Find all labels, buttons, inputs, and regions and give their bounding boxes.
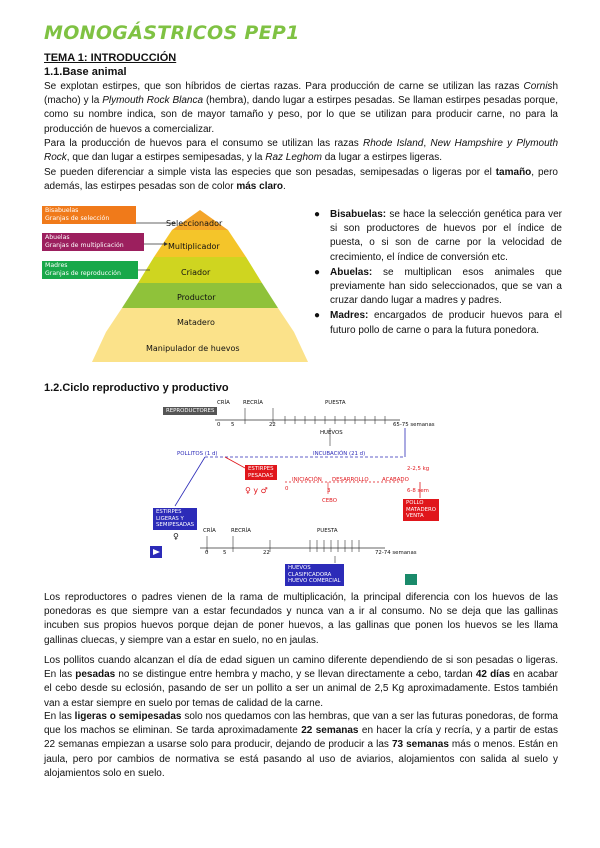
- label-line: Bisabuelas: [45, 207, 79, 214]
- text: no se distingue entre hembra y macho, y se llevan directamente a cebo, tardan: [115, 669, 476, 681]
- cria-label: CRÍA: [217, 400, 230, 406]
- paragraph-huevos-razas: [44, 137, 558, 165]
- huevos-label: HUEVOS: [320, 430, 343, 436]
- estirpes-pesadas-box: [245, 465, 277, 480]
- text: solo nos quedamos con las hembras, que van a ser las futuras ponedoras, de forma que los machos se eliminan. Se tarda aproximadamente: [44, 711, 558, 737]
- pollo-box: [403, 499, 439, 521]
- bottom-tick-22: 22: [263, 550, 270, 556]
- sexes-label: ♀ y ♂: [245, 486, 268, 495]
- italic-text: Rhode Island: [362, 138, 424, 149]
- label-bisabuelas: [42, 206, 136, 224]
- arrow-pesadas: [225, 457, 245, 468]
- document-title: MONOGÁSTRICOS PEP1: [44, 22, 300, 44]
- level-manipulador: Manipulador de huevos: [146, 344, 240, 353]
- paragraph-reproductores: Los reproductores o padres vienen de la rama de multiplicación, la principal diferencia con los huevos de las ponedoras es que siempre van a estar fecundados y nunca van a ir al consumo. No se deja que las gallinas incuben sus propios huevos porque dejan de poner huevos, a las gallinas que ponen los huevos se les llama gallinas cluecas, y siempre van a estar en suelo, no en jaulas.: [44, 592, 558, 646]
- timeline-bottom-ticks: [207, 536, 359, 552]
- cycle-diagram: [145, 398, 445, 588]
- italic-text: Cornis: [523, 81, 553, 92]
- pyramid-diagram: [40, 200, 310, 370]
- bold-text: pesadas: [75, 669, 116, 681]
- box-line: SEMIPESADAS: [156, 522, 195, 528]
- paragraph-ligeras: [44, 710, 558, 781]
- list-item: [312, 266, 562, 309]
- bullet-text: se multiplican esos animales que previamente han sido seleccionados, que se van a cruzar dando lugar a madres y padres.: [330, 266, 562, 307]
- semanas-label: 6-8 sem: [407, 488, 429, 494]
- text: en hacer la cría y recría, y a partir de estas 22 semanas empiezan a usarse solo para producir, dejando de producir a las: [44, 725, 558, 751]
- text: más o menos. Están en jaula, pero por cambios de normativa se está pasando al uso de aviarios, alojamientos con salida al suelo y alojamientos solo en suelo.: [44, 739, 558, 779]
- box-line: MATADERO: [406, 506, 437, 513]
- puesta-label: PUESTA: [325, 400, 346, 406]
- bottom-cria-label: CRÍA: [203, 528, 216, 534]
- label-line: Granjas de reproducción: [45, 270, 121, 277]
- list-item: [312, 208, 562, 265]
- acabado-label: ACABADO: [382, 477, 409, 483]
- bullet-icon: ●: [314, 209, 321, 220]
- box-line: PESADAS: [248, 472, 274, 479]
- cebo-three: 3: [327, 488, 331, 494]
- huevos-comercial-box: [285, 564, 344, 586]
- text: Para la producción de huevos para el consumo se utilizan las razas: [44, 138, 363, 149]
- text: h (macho) y la: [44, 81, 558, 107]
- box-line: ESTIRPES: [248, 466, 274, 472]
- bottom-puesta-label: PUESTA: [317, 528, 338, 534]
- iniciacion-label: INICIACIÓN: [292, 477, 322, 483]
- tick-0: 0: [217, 422, 221, 428]
- label-abuelas: [42, 233, 144, 251]
- cebo-zero: 0: [285, 486, 289, 492]
- text: En las: [44, 711, 75, 722]
- level-seleccionador: Seleccionador: [166, 219, 223, 228]
- bullet-list: [312, 208, 562, 339]
- box-line: VENTA: [406, 513, 424, 519]
- bullet-icon: ●: [314, 266, 321, 278]
- italic-text: New Hampshire y Plymouth Rock: [44, 138, 559, 164]
- bottom-tick-5: 5: [223, 550, 227, 556]
- label-line: Granjas de multiplicación: [45, 242, 124, 249]
- bullet-icon: ●: [314, 310, 321, 322]
- text: Los pollitos cuando alcanzan el día de edad siguen un camino diferente dependiendo de si son pesadas o ligeras. En las: [44, 655, 558, 681]
- bottom-tick-0: 0: [205, 550, 209, 556]
- bold-text: tamaño: [495, 167, 532, 178]
- text: (hembra), dando lugar a estirpes pesadas. Se llaman estirpes pesadas porque, como su nombre indica, son de mayor tamaño y peso, por lo que se utilizan para producir carne, no para la producción de huevos a comercializar.: [44, 95, 558, 135]
- bold-text: 22 semanas: [301, 725, 359, 737]
- pollitos-label: POLLITOS (1 d): [177, 451, 218, 457]
- paragraph-diferenciar: [44, 166, 558, 194]
- tick-65-75: 65-75 semanas: [393, 422, 435, 428]
- label-line: Abuelas: [45, 234, 70, 241]
- box-line: LIGERAS Y: [156, 515, 184, 522]
- level-criador: Criador: [181, 268, 211, 277]
- bold-text: 42 días: [475, 669, 511, 681]
- text: ,: [423, 138, 431, 149]
- bullet-term: Madres:: [330, 310, 369, 322]
- female-symbol: ♀: [173, 532, 179, 541]
- text: en acabar el cebo desde su eclosión, pasando de ser un pollito a ser un animal de 2,5 Kg aproximadamente. Estos también van a estar siempre en suelo por temas de calidad de la carne.: [44, 669, 558, 709]
- level-matadero: Matadero: [177, 318, 215, 327]
- text: .: [283, 181, 286, 193]
- text: Se pueden diferenciar a simple vista las especies que son pesadas, semipesadas o ligeras por el: [44, 167, 496, 178]
- forward-nav-icon[interactable]: [405, 574, 417, 585]
- label-madres: [42, 261, 138, 279]
- bullet-term: Bisabuelas:: [330, 209, 387, 220]
- subheading-ciclo: 1.2.Ciclo reproductivo y productivo: [44, 382, 229, 394]
- list-item: [312, 309, 562, 337]
- italic-text: Raz Leghom: [265, 152, 322, 164]
- tick-5: 5: [231, 422, 235, 428]
- label-line: Madres: [45, 262, 68, 269]
- incubacion-label: INCUBACIÓN (21 d): [313, 451, 366, 457]
- timeline-ticks: [245, 408, 385, 424]
- section-heading-tema: TEMA 1: INTRODUCCIÓN: [44, 52, 177, 64]
- paragraph-estirpes: [44, 80, 558, 137]
- text: Se explotan estirpes, que son híbridos de ciertas razas. Para producción de carne se utilizan las razas: [44, 81, 524, 92]
- level-productor: Productor: [177, 293, 216, 302]
- box-line: CLASIFICADORA: [288, 571, 332, 578]
- bullet-text: se hace la selección genética para ver si son productores de huevos por el índice de puesta, o si son de carne por la velocidad de crecimiento, el índice de conversión etc.: [330, 209, 562, 263]
- box-line: POLLO: [406, 500, 424, 506]
- tick-22: 22: [269, 422, 276, 428]
- cebo-label: CEBO: [322, 498, 338, 504]
- paragraph-pollitos: [44, 654, 558, 711]
- subheading-base-animal: 1.1.Base animal: [44, 66, 127, 78]
- estirpes-ligeras-box: [153, 508, 197, 530]
- label-line: Granjas de selección: [45, 215, 110, 222]
- text: da lugar a estirpes ligeras.: [321, 152, 443, 164]
- box-line: HUEVO COMERCIAL: [288, 578, 341, 584]
- peso-label: 2-2,5 kg: [407, 466, 430, 472]
- text: , que dan lugar a estirpes semipesadas, y la: [66, 152, 266, 164]
- bottom-recria-label: RECRÍA: [231, 528, 251, 534]
- text: , pero además, las estirpes pesadas son de color: [44, 167, 558, 193]
- box-line: HUEVOS: [288, 565, 311, 571]
- arrow-ligeras: [175, 457, 205, 506]
- bullet-text: encargados de producir huevos para el futuro pollo de carne o para la futura ponedora.: [330, 310, 562, 336]
- box-line: ESTIRPES: [156, 509, 182, 515]
- bold-text: 73 semanas: [391, 739, 449, 751]
- bottom-tick-72-74: 72-74 semanas: [375, 550, 417, 556]
- desarrollo-label: DESARROLLO: [332, 477, 369, 483]
- recria-label: RECRÍA: [243, 400, 263, 406]
- bold-text: ligeras o semipesadas: [74, 711, 182, 722]
- bold-text: más claro: [236, 181, 284, 193]
- reproductores-label: REPRODUCTORES: [163, 407, 217, 415]
- italic-text: Plymouth Rock Blanca: [102, 95, 204, 107]
- bullet-term: Abuelas:: [330, 266, 373, 278]
- level-multiplicador: Multiplicador: [168, 242, 220, 251]
